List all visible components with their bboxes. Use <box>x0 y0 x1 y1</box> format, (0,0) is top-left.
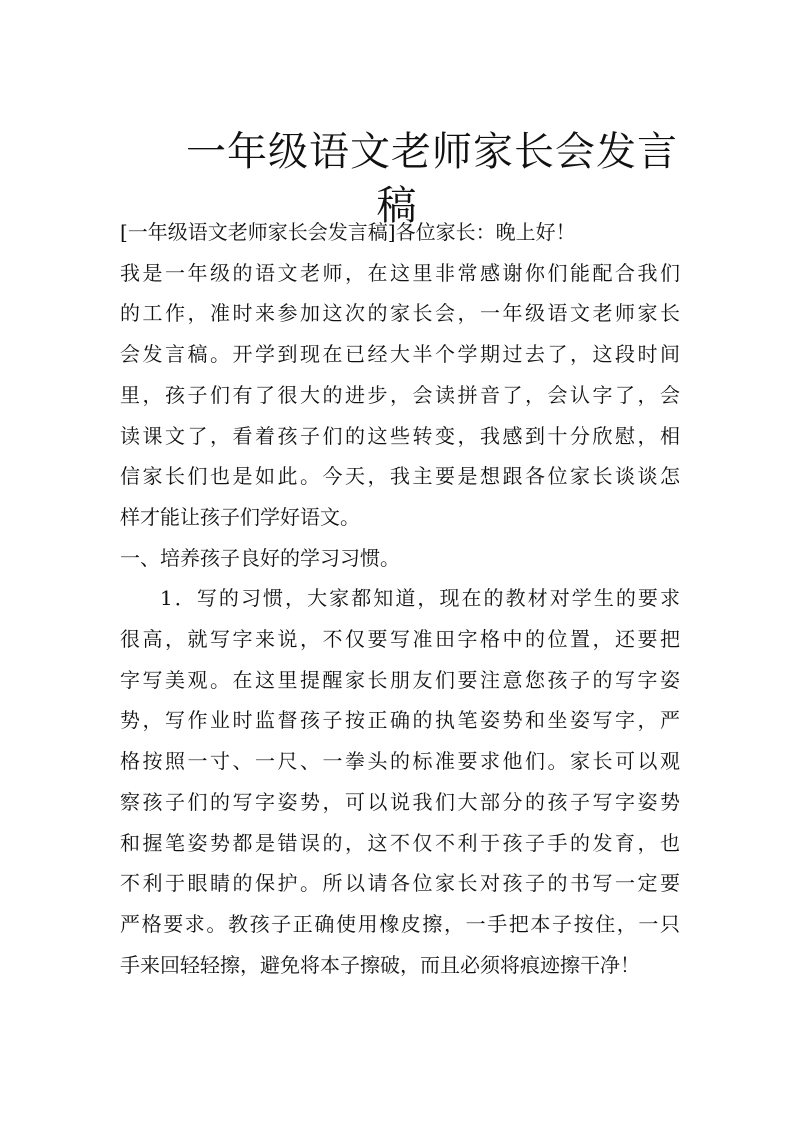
title-line-1: 一年级语文老师家长会发言 <box>186 128 678 175</box>
section-heading <box>120 538 680 579</box>
greeting-paragraph <box>120 212 680 253</box>
point1-line: 很高，就写字来说，不仅要写准田字格中的位置，还要把 <box>120 627 680 652</box>
intro-line: 信家长们也是如此。今天，我主要是想跟各位家长谈谈怎 <box>120 464 680 489</box>
point1-line: 严格要求。教孩子正确使用橡皮擦，一手把本子按住，一只 <box>120 911 680 936</box>
intro-line: 读课文了，看着孩子们的这些转变，我感到十分欣慰，相 <box>120 423 680 448</box>
title-line-2: 稿 <box>376 182 418 229</box>
point1-line: 势，写作业时监督孩子按正确的执笔姿势和坐姿写字，严 <box>120 708 680 733</box>
point1-line: 不利于眼睛的保护。所以请各位家长对孩子的书写一定要 <box>120 871 680 896</box>
body-text <box>120 212 680 985</box>
intro-line: 我是一年级的语文老师，在这里非常感谢你们能配合我们 <box>120 260 680 285</box>
greeting-line: [一年级语文老师家长会发言稿]各位家长：晚上好！ <box>120 220 576 244</box>
point1-line: 字写美观。在这里提醒家长朋友们要注意您孩子的写字姿 <box>120 667 680 692</box>
intro-line: 里，孩子们有了很大的进步，会读拼音了，会认字了，会 <box>120 382 680 407</box>
intro-line: 会发言稿。开学到现在已经大半个学期过去了，这段时间 <box>120 342 680 367</box>
intro-line: 的工作，准时来参加这次的家长会，一年级语文老师家长 <box>120 301 680 326</box>
intro-paragraph <box>120 253 680 538</box>
point1-line: 1．写的习惯，大家都知道，现在的教材对学生的要求 <box>160 586 680 611</box>
point1-line: 察孩子们的写字姿势，可以说我们大部分的孩子写字姿势 <box>120 789 680 814</box>
point1-line: 格按照一寸、一尺、一拳头的标准要求他们。家长可以观 <box>120 749 680 774</box>
point1-line: 手来回轻轻擦，避免将本子擦破，而且必须将痕迹擦干净！ <box>120 952 640 977</box>
section-heading-line: 一、培养孩子良好的学习习惯。 <box>120 545 400 570</box>
point1-paragraph <box>120 578 680 985</box>
point1-line: 和握笔姿势都是错误的，这不仅不利于孩子手的发育，也 <box>120 830 680 855</box>
intro-line: 样才能让孩子们学好语文。 <box>120 504 360 529</box>
